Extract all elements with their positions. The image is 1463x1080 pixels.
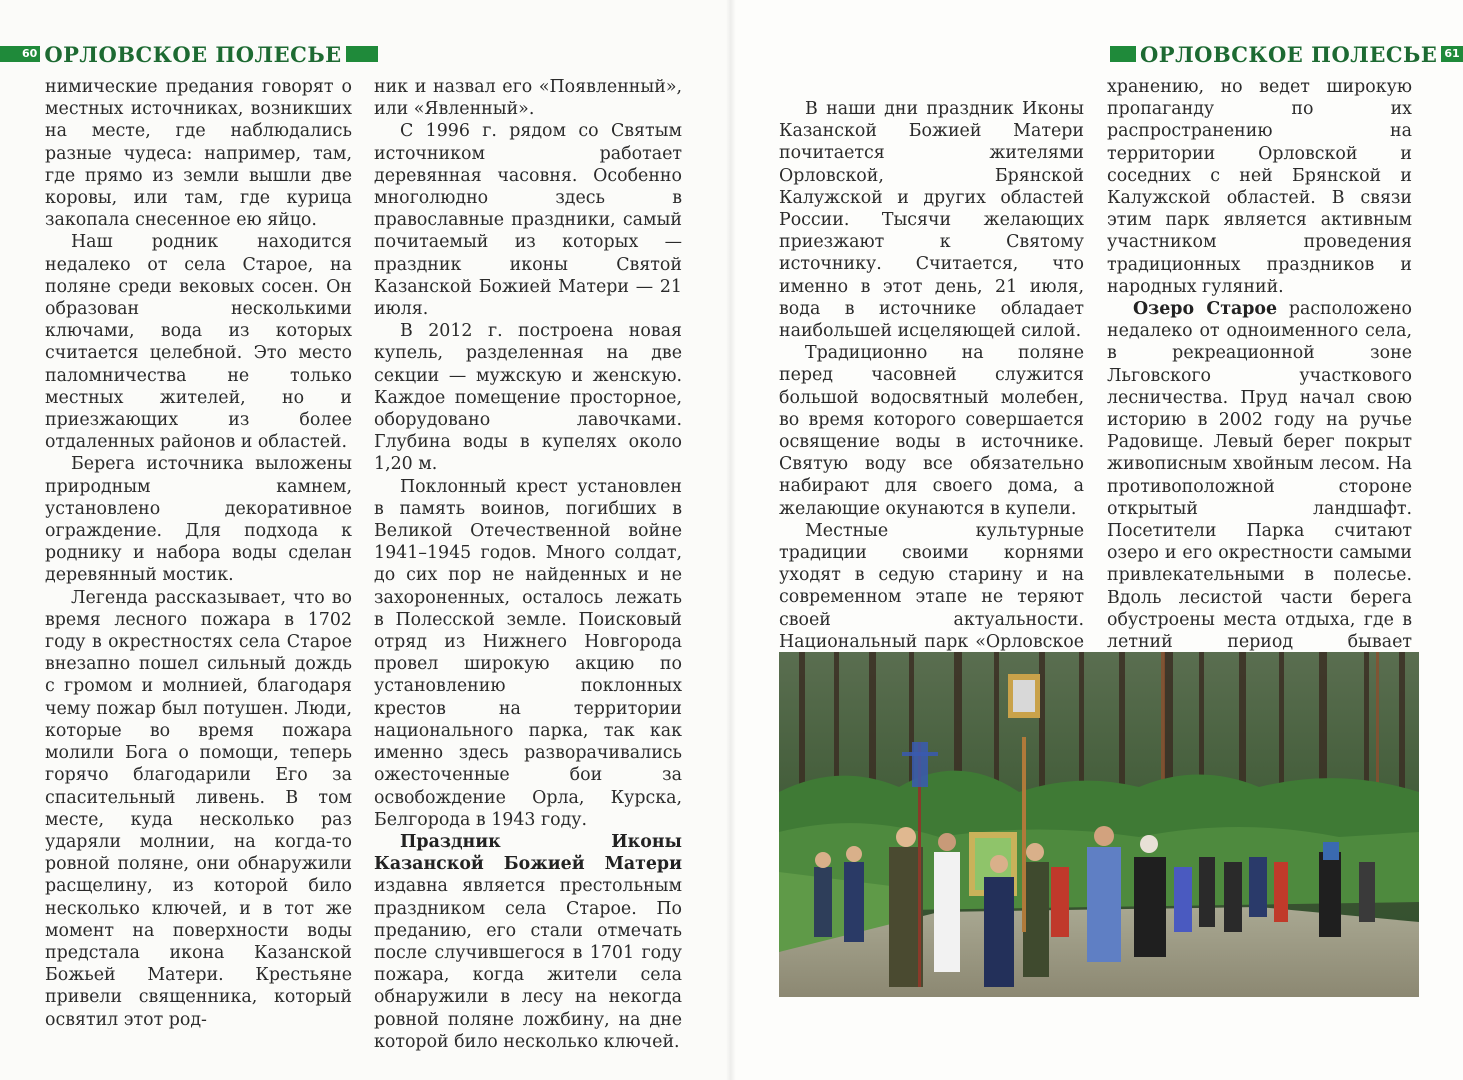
paragraph: Поклонный крест установлен в память воинов, погибших в Великой Отечественной войне 1941–1945 годов. Много солдат, до сих пор не найденных и не захороненных, осталось лежать в Полесской земле. Поисковый отряд из Нижнего Новгорода провел широкую акцию по установлению поклонных крестов на территории национального парка, так как именно здесь разворачивались ожесточенные бои за освобождение Орла, Курска, Белгорода в 1943 году. — [374, 476, 682, 830]
paragraph: Наш родник находится недалеко от села Старое, на поляне среди вековых сосен. Он образован несколькими ключами, вода из которых считается целебной. Это место паломничества не только местных жителей, но и приезжающих из более отдаленных районов и областей. — [45, 232, 352, 453]
running-title-right: ОРЛОВСКОЕ ПОЛЕСЬЕ — [1140, 41, 1438, 67]
paragraph: Местные культурные традиции своими корнями уходят в седую старину и на современном этапе не теряют своей актуальности. Национальный парк «Орловское — [779, 520, 1084, 652]
paragraph: нимические предания говорят о местных источниках, возникших на месте, где наблюдались разные чудеса: например, там, где прямо из земли вышли две коровы, или там, где курица закопала снесенное ею яйцо. — [45, 77, 352, 231]
paragraph: С 1996 г. рядом со Святым источником работает деревянная часовня. Особенно многолюдно здесь в православные праздники, самый почитаемый из которых — праздник иконы Святой Казанской Божией Матери — 21 июля. — [374, 121, 682, 320]
text-column-4 — [1107, 76, 1412, 675]
text-column-3 — [779, 98, 1084, 697]
paragraph: Берега источника выложены природным камнем, установлено декоративное ограждение. Для подхода к роднику и набора воды сделан деревянный мостик. — [45, 454, 352, 586]
paragraph-text: издавна является престольным праздником села Старое. По преданию, его стали отмечать после случившегося в 1701 году пожара, когда жители села обнаружили в лесу на некогда ровной поляне ложбину, на дне которой било несколько ключей. — [374, 876, 682, 1052]
book-gutter — [726, 0, 736, 1080]
paragraph — [374, 831, 682, 1053]
paragraph: В наши дни праздник Иконы Казанской Божией Матери почитается жителями Орловской, Брянской Калужской и других областей России. Тысячи желающих приезжают к Святому источнику. Считается, что именно в этот день, 21 июля, вода в источнике обладает наибольшей исцеляющей силой. — [779, 99, 1084, 342]
left-page-header — [0, 43, 378, 65]
header-bar — [346, 46, 378, 62]
text-column-1 — [45, 76, 352, 1031]
paragraph: ник и назвал его «Появленный», или «Явленный». — [374, 77, 682, 120]
procession-photo — [779, 652, 1419, 997]
paragraph-text: расположено недалеко от одноименного села, в рекреационной зоне Льговского участкового лесничества. Пруд начал свою историю в 2002 году на ручье Радовище. Левый берег покрыт живописным хвойным лесом. На противоположной стороне открытый ландшафт. Посетители Парка считают озеро и его окрестности самыми привлекательными в полесье. Вдоль лесистой части берега обустроены места отдыха, где в летний период бывает — [1107, 299, 1412, 653]
bold-lead-heading: Озеро Старое — [1133, 299, 1278, 320]
paragraph — [1107, 298, 1412, 675]
forest-procession-illustration — [779, 652, 1419, 997]
text-column-2 — [374, 76, 682, 1053]
right-page-header — [1110, 43, 1463, 65]
paragraph: Традиционно на поляне перед часовней служится большой водосвятный молебен, во время которого совершается освящение воды в источнике. Святую воду все обязательно набирают для своего дома, а желающие окунаются в купели. — [779, 343, 1084, 519]
paragraph: В 2012 г. построена новая купель, разделенная на две секции — мужскую и женскую. Каждое помещение просторное, оборудовано лавочками. Глубина воды в купелях около 1,20 м. — [374, 321, 682, 475]
page-number-right: 61 — [1441, 46, 1462, 62]
paragraph: Легенда рассказывает, что во время лесного пожара в 1702 году в окрестностях села Старое внезапно пошел сильный дождь с громом и молнией, благодаря чему пожар был потушен. Люди, которые во время пожара молили Бога о помощи, теперь горячо благодарили Его за спасительный ливень. В том месте, куда несколько раз ударяли молнии, на когда-то ровной поляне, они обнаружили расщелину, из которой било несколько ключей, и в тот же момент на поверхности воды предстала икона Казанской Божьей Матери. Крестьяне привели священника, который освятил этот род- — [45, 587, 352, 1030]
paragraph: хранению, но ведет широкую пропаганду по их распространению на территории Орловской и соседних с ней Брянской и Калужской областей. В связи этим парк является активным участником проведения традиционных праздников и народных гуляний. — [1107, 77, 1412, 297]
header-bar — [1110, 46, 1136, 62]
running-title-left: ОРЛОВСКОЕ ПОЛЕСЬЕ — [44, 41, 342, 67]
bold-lead-heading: Праздник Иконы Казанской Божией Матери — [374, 831, 682, 875]
header-bar — [0, 46, 19, 62]
page-number-left: 60 — [19, 46, 40, 62]
